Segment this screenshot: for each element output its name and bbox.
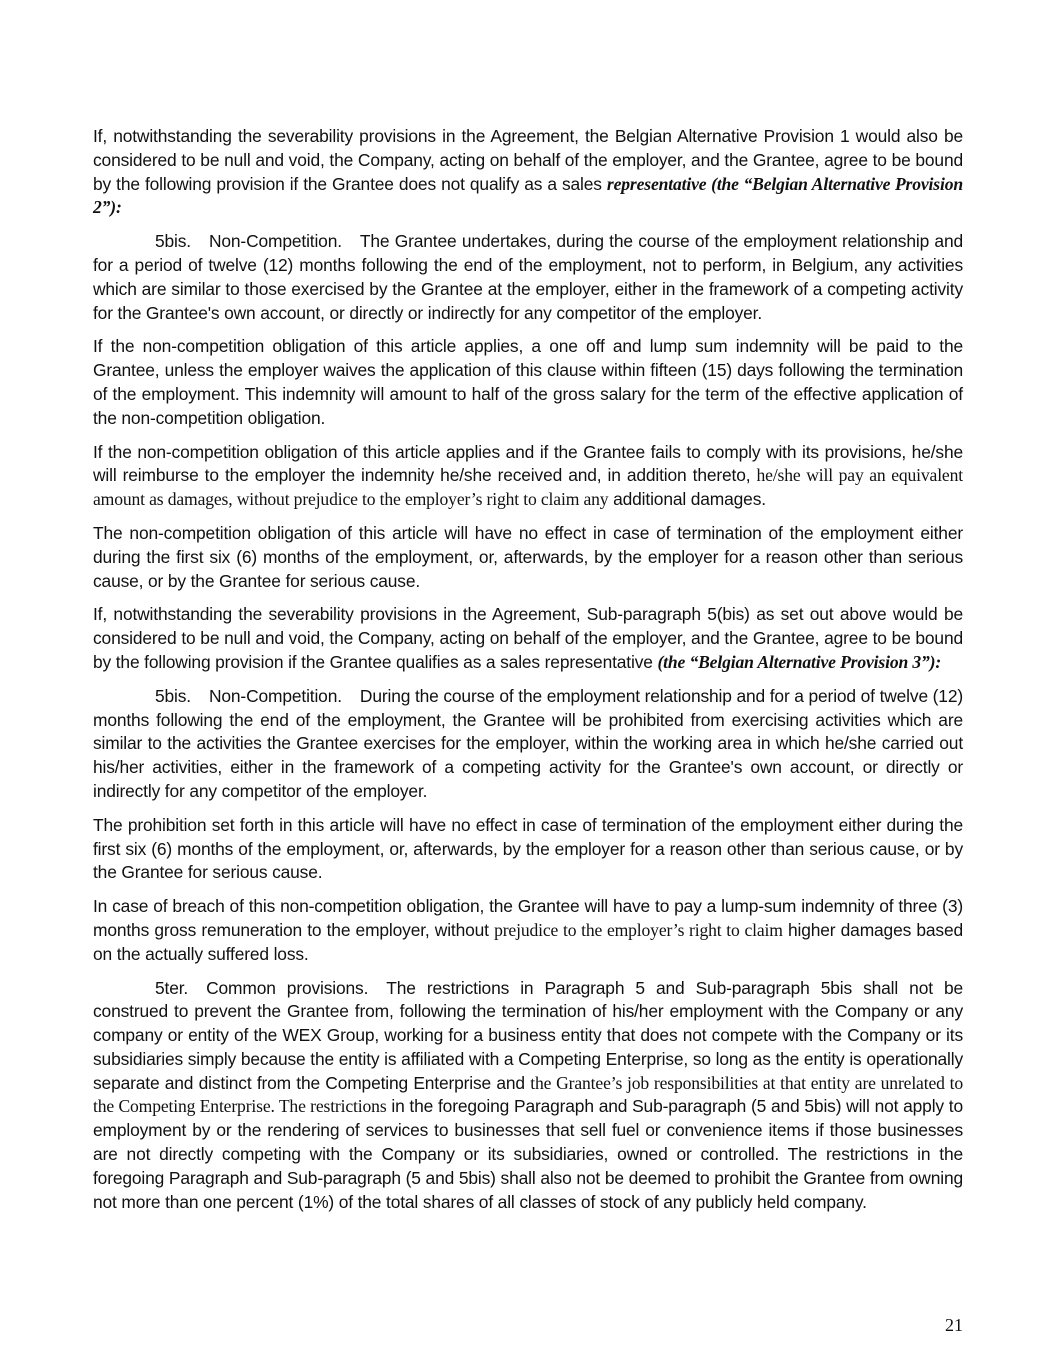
paragraph-text: If, notwithstanding the severability provisions in the Agreement, Sub-paragraph 5(bis) as set out above would be considered to be null and void, the Company, acting on behalf of the employer, and the Grantee, agree to be bound by the following provision if the Grantee qualifies as a sales representative <box>93 604 963 672</box>
paragraph-text: If the non-competition obligation of this article applies and if the Grantee fails to comply with its provisions, he/she will reimburse to the employer the indemnity he/she received and, in addition thereto, <box>93 441 963 486</box>
section-heading: Non-Competition. <box>208 685 342 706</box>
paragraph-5bis-non-competition-b <box>93 685 963 804</box>
paragraph-no-effect-termination: The non-competition obligation of this article will have no effect in case of termination of the employment either during the first six (6) months of the employment, or, afterwards, by the employer for a reason other than serious cause, or by the Grantee for serious cause. <box>93 522 963 591</box>
paragraph-belgian-provision-2-intro <box>93 125 963 220</box>
document-body <box>93 125 963 1224</box>
paragraph-breach-reimbursement <box>93 441 963 512</box>
paragraph-belgian-provision-3-intro <box>93 603 963 674</box>
section-heading: Common provisions. <box>206 977 369 998</box>
page-number: 21 <box>945 1315 963 1335</box>
paragraph-text: In case of breach of this non-competition obligation, the Grantee will have to pay a lump-sum indemnity of three (3) months gross remuneration to the employer, without <box>93 896 963 940</box>
section-heading: Non-Competition. <box>208 231 342 252</box>
paragraph-text: in the foregoing Paragraph and Sub-paragraph (5 and 5bis) will not apply to employment by or the rendering of services to businesses that sell fuel or convenience items if those businesses are not directly competing with the Company or its subsidiaries, owned or controlled. The restrictions in the foregoing Paragraph and Sub-paragraph (5 and 5bis) shall also not be deemed to prohibit the Grantee from owning not more than one percent (1%) of the total shares of all classes of stock of any publicly held company. <box>93 1096 963 1212</box>
paragraph-text: higher damages based on the actually suffered loss. <box>93 919 963 964</box>
paragraph-text: During the course of the employment relationship and for a period of twelve (12) months following the end of the employment, the Grantee will be prohibited from exercising activities which are similar to the activities the Grantee exercises for the employer, within the working area in which he/she carried out his/her activities, either in the framework of a competing activity for the Grantee's own account, or directly or indirectly for any competitor of the employer. <box>93 685 963 801</box>
paragraph-text: The restrictions in Paragraph 5 and Sub-paragraph 5bis shall not be construed to prevent the Grantee from, following the termination of his/her employment with the Company or any company or entity of the WEX Group, working for a business entity that does not compete with the Company or its subsidiaries simply because the entity is affiliated with a Competing Enterprise, so long as the entity is operationally separate and distinct from the Competing Enterprise and <box>93 977 963 1093</box>
paragraph-breach-lump-sum <box>93 895 963 966</box>
section-number: 5bis. <box>155 685 191 706</box>
section-number: 5ter. <box>155 977 189 998</box>
paragraph-5ter-common-provisions <box>93 977 963 1215</box>
paragraph-text: If, notwithstanding the severability provisions in the Agreement, the Belgian Alternative Provision 1 would also be considered to be null and void, the Company, acting on behalf of the employer, and the Grantee, agree to be bound by the following provision if the Grantee does not qualify as a sales <box>93 126 963 194</box>
provision-title-emphasis: (the “Belgian Alternative Provision 3”): <box>657 651 942 672</box>
paragraph-text: The Grantee undertakes, during the course of the employment relationship and for a period of twelve (12) months following the end of the employment, not to perform, in Belgium, any activities which are similar to those exercised by the Grantee at the employer, either in the framework of a competing activity for the Grantee's own account, or directly or indirectly for any competitor of the employer. <box>93 231 963 323</box>
paragraph-indemnity: If the non-competition obligation of this article applies, a one off and lump sum indemnity will be paid to the Grantee, unless the employer waives the application of this clause within fifteen (15) days following the termination of the employment. This indemnity will amount to half of the gross salary for the term of the effective application of the non-competition obligation. <box>93 336 963 428</box>
paragraph-text-serif: the Grantee’s job responsibilities at that entity are unrelated to the Competing Enterprise. The restrictions <box>93 1072 963 1117</box>
paragraph-text: additional damages. <box>608 489 766 510</box>
paragraph-text-serif: he/she will pay an equivalent amount as damages, without prejudice to the employer’s right to claim any <box>93 465 963 510</box>
paragraph-text-serif: prejudice to the employer’s right to claim <box>494 919 783 940</box>
paragraph-5bis-non-competition-a <box>93 230 963 325</box>
section-number: 5bis. <box>155 231 191 252</box>
paragraph-prohibition-no-effect: The prohibition set forth in this article will have no effect in case of termination of the employment either during the first six (6) months of the employment, or, afterwards, by the employer for a reason other than serious cause, or by the Grantee for serious cause. <box>93 814 963 883</box>
provision-title-emphasis: representative (the “Belgian Alternative Provision 2”): <box>93 173 964 218</box>
